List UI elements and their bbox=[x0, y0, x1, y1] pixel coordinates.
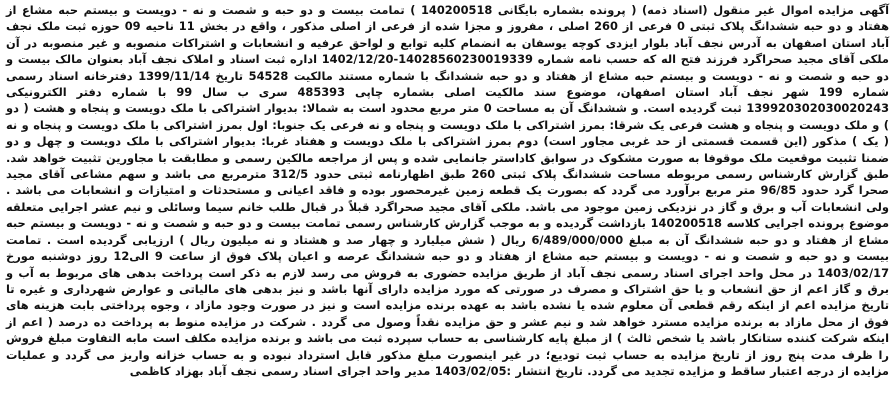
auction-notice-text: آگهی مزایده اموال غیر منقول (اسناد ذمه) ( پرونده بشماره بایگانی 140200518 ) تمامت بیست و دو حبه و شصت و نه - دویست و بیستم حبه مشاع از هفتاد و دو حبه ششدانگ پلاک ثبتی 0 فرعی از 260 اصلی ، مفروز و مجزا شده از فرعی از اصلی مذکور ، واقع در بخش 11 ناحیه 09 حوزه ثبت ملک نجف آباد استان اصفهان به آدرس نجف آباد بلوار ایزدی کوچه یوسفان به انضمام کلیه توابع و لواحق عرفیه و انشعابات و اشتراکات منصوبه و غیر منصوبه در آن ملکی آقای مجید صحراگرد فرزند فتح اله که حسب نامه شماره 14028560230019339-1402/12/20 اداره ثبت اسناد و املاک نجف آباد بعنوان مالک بیست و دو حبه و شصت و نه - دویست و بیستم حبه مشاع از هفتاد و دو حبه ششدانگ با شماره مستند مالکیت 54528 تاریخ 1399/11/14 دفترخانه اسناد رسمی شماره 199 شهر نجف آباد استان اصفهان، موضوع سند مالکیت اصلی بشماره چاپی 485393 سری ب سال 99 با شماره دفتر الکترونیکی 139920302030020243 ثبت گردیده است. و ششدانگ آن به مساحت 0 متر مربع محدود است به شمالا: بدیوار اشتراکی با ملک دویست و پنجاه و هشت ( دو ) و ملک دویست و پنجاه و هشت فرعی یک شرقا: بمرز اشتراکی با ملک دویست و پنجاه و نه فرعی یک جنوبا: اول بمرز اشتراکی با ملک دویست و پنجاه و نه ( یک ) مذکور (این قسمت قسمتی از حد غربی مجاور است) دوم بمرز اشتراکی با ملک دویست و هفتاد غربا: بدیوار اشتراکی با ملک دویست و چهل و دو ضمنا تثبیت موقعیت ملک موقوفا به صورت مشکوک در سوابق کاداستر جانمایی شده و پس از مراجعه مالکین رسمی و مطابقت با مجاورین تثبیت خواهد شد. طبق گزارش کارشناس رسمی مربوطه مساحت ششدانگ پلاک ثبتی 260 طبق اظهارنامه ثبتی حدود 312/5 مترمربع می باشد و سهم مشاعی آقای مجید صحرا گرد حدود 96/85 متر مربع برآورد می گردد که بصورت یک قطعه زمین غیرمحصور بوده و فاقد اعیانی و مستحدثات و امتیازات و انشعابات می باشد . ولی انشعابات آب و برق و گاز در نزدیکی زمین موجود می باشد. ملکی آقای مجید صحراگرد قبلاً در قبال طلب خانم سیما وسائلی و نیم عشر اجرایی متعلقه موضوع پرونده اجرایی کلاسه 140200518 بازداشت گردیده و به موجب گزارش کارشناس رسمی تمامت بیست و دو حبه و شصت و نه - دویست و بیستم حبه مشاع از هفتاد و دو حبه ششدانگ آن به مبلغ 6/489/000/000 ریال ( شش میلیارد و چهار صد و هشتاد و نه میلیون ریال ) ارزیابی گردیده است . تمامت بیست و دو حبه و شصت و نه - دویست و بیستم حبه مشاع از هفتاد و دو حبه ششدانگ عرصه و اعیان پلاک فوق از ساعت 9 الی12 روز دوشنبه مورخ 1403/02/17 در محل واحد اجرای اسناد رسمی نجف آباد از طریق مزایده حضوری به فروش می رسد لازم به ذکر است پرداخت بدهی های مربوط به آب و برق و گاز اعم از حق انشعاب و یا حق اشتراک و مصرف در صورتی که مورد مزایده دارای آنها باشد و نیز بدهی های مالیاتی و عوارض شهرداری و غیره تا تاریخ مزایده اعم از اینکه رقم قطعی آن معلوم شده یا نشده باشد به عهده برنده مزایده است و نیز در صورت وجود مازاد ، وجوه پرداختی بابت هزینه های فوق از محل مازاد به برنده مزایده مسترد خواهد شد و نیم عشر و حق مزایده نقداً وصول می گردد . شرکت در مزایده منوط به پرداخت ده درصد ( اعم از اینکه شرکت کننده ستانکار باشد یا شخص ثالث ) از مبلغ پایه کارشناسی به حساب سپرده ثبت می باشد و برنده مزایده مکلف است مابه التفاوت مبلغ فروش را ظرف مدت پنج روز از تاریخ مزایده به حساب ثبت تودیع؛ در غیر اینصورت مبلغ مذکور قابل استرداد نبوده و به حساب خزانه واریز می گردد و عملیات مزایده از درجه اعتبار ساقط و مزایده تجدید می گردد. تاریخ انتشار :1403/02/05 مدیر واحد اجرای اسناد رسمی نجف آباد بهزاد کاظمی bbox=[6, 3, 890, 378]
